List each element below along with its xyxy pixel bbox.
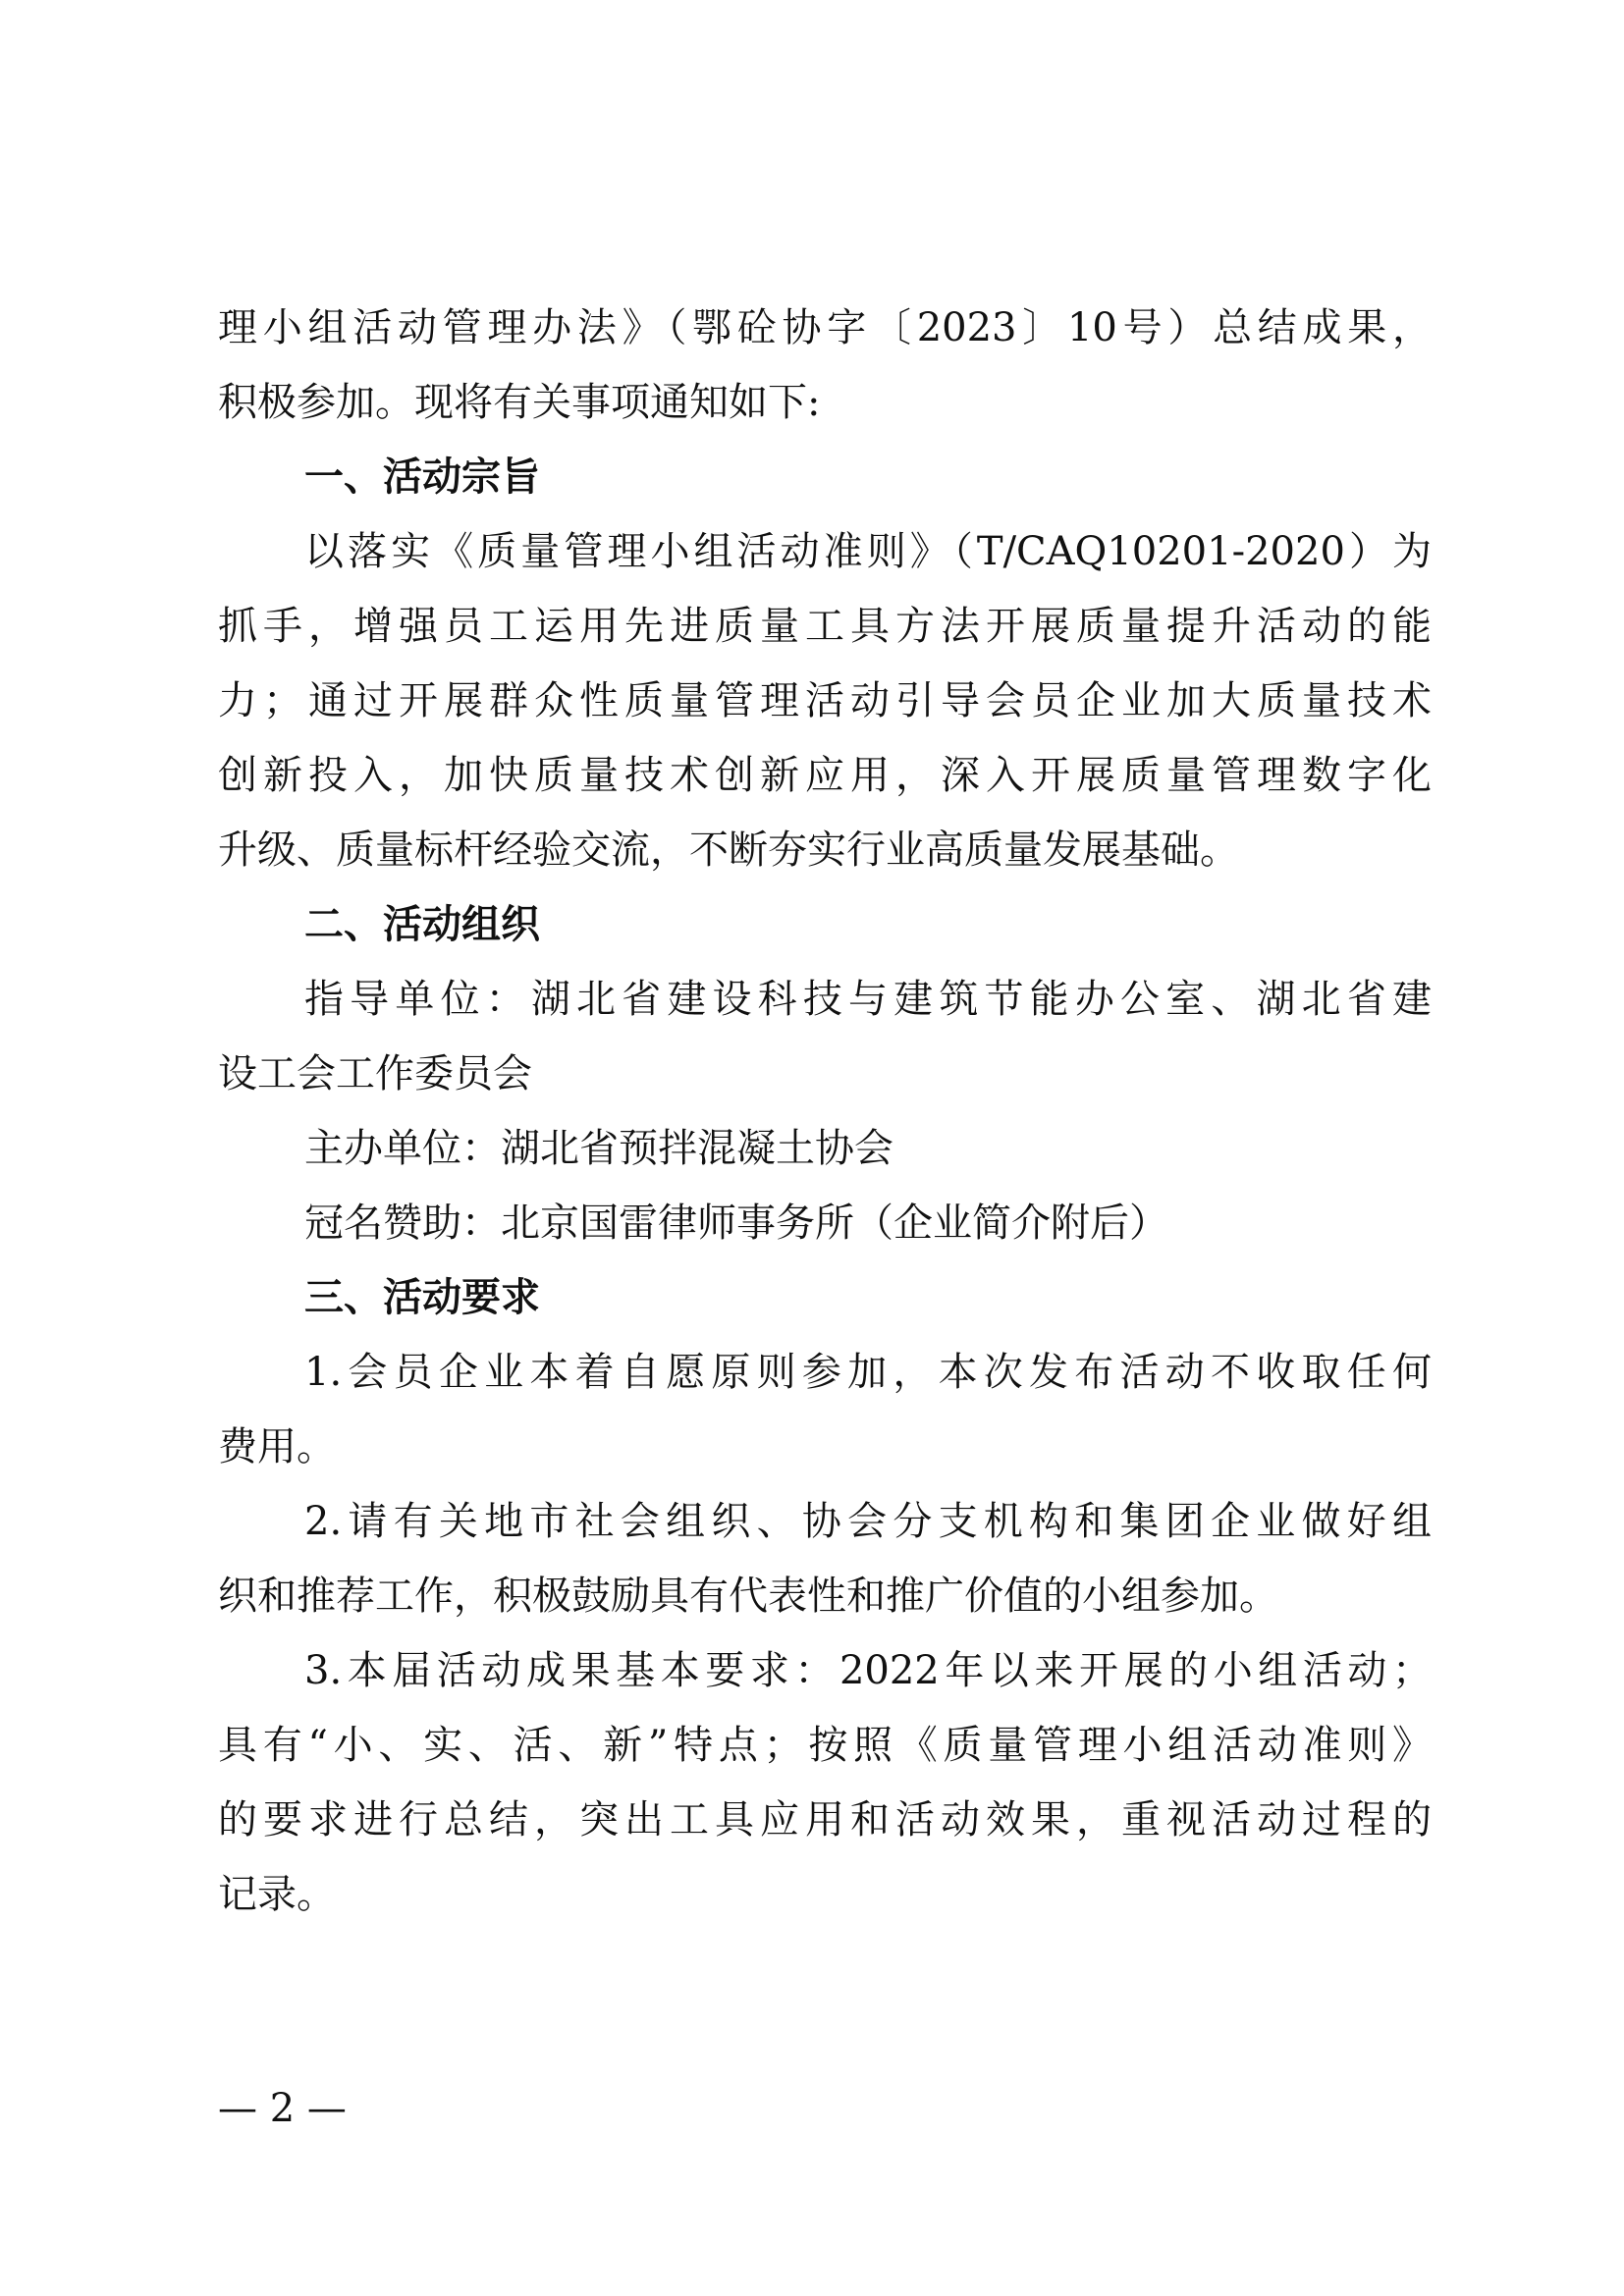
- paragraph: [218, 291, 1432, 440]
- page-number: — 2 —: [218, 2086, 347, 2131]
- text-line: 升级、质量标杆经验交流，不断夯实行业高质量发展基础。: [218, 828, 1239, 873]
- text-line: 冠名赞助：北京国雷律师事务所（企业简介附后）: [304, 1201, 1168, 1246]
- text-line: 设工会工作委员会: [218, 1051, 532, 1096]
- paragraph: [218, 1335, 1432, 1484]
- text-line: 具有“小、实、活、新”特点；按照《质量管理小组活动准则》: [218, 1723, 1432, 1768]
- section-heading: [218, 1260, 1432, 1335]
- text-line: 2.请有关地市社会组织、协会分支机构和集团企业做好组: [304, 1499, 1432, 1544]
- paragraph: [218, 1111, 1432, 1186]
- paragraph: [218, 1484, 1432, 1633]
- text-line: 主办单位：湖北省预拌混凝土协会: [304, 1126, 893, 1171]
- text-line: 3.本届活动成果基本要求：2022年以来开展的小组活动；: [304, 1648, 1432, 1693]
- text-line: 创新投入，加快质量技术创新应用，深入开展质量管理数字化: [218, 753, 1432, 798]
- text-line: 理小组活动管理办法》（鄂砼协字〔2023〕10号）总结成果，: [218, 305, 1432, 350]
- text-line: 记录。: [218, 1872, 336, 1917]
- text-line: 指导单位：湖北省建设科技与建筑节能办公室、湖北省建: [304, 977, 1432, 1022]
- paragraph: [218, 1186, 1432, 1260]
- heading-text: 二、活动组织: [304, 902, 540, 947]
- heading-text: 三、活动要求: [304, 1275, 540, 1320]
- heading-text: 一、活动宗旨: [304, 454, 540, 500]
- text-line: 以落实《质量管理小组活动准则》（T/CAQ10201-2020）为: [304, 529, 1432, 574]
- paragraph: [218, 962, 1432, 1111]
- section-heading: [218, 440, 1432, 514]
- text-line: 1.会员企业本着自愿原则参加，本次发布活动不收取任何: [304, 1350, 1432, 1395]
- text-line: 力；通过开展群众性质量管理活动引导会员企业加大质量技术: [218, 678, 1432, 723]
- text-line: 费用。: [218, 1424, 336, 1469]
- text-line: 积极参加。现将有关事项通知如下:: [218, 380, 821, 425]
- text-line: 织和推荐工作，积极鼓励具有代表性和推广价值的小组参加。: [218, 1574, 1278, 1619]
- section-heading: [218, 887, 1432, 962]
- text-line: 抓手，增强员工运用先进质量工具方法开展质量提升活动的能: [218, 604, 1432, 649]
- document-body: [218, 291, 1432, 1932]
- text-line: 的要求进行总结，突出工具应用和活动效果，重视活动过程的: [218, 1797, 1432, 1842]
- paragraph: [218, 1633, 1432, 1932]
- paragraph: [218, 514, 1432, 887]
